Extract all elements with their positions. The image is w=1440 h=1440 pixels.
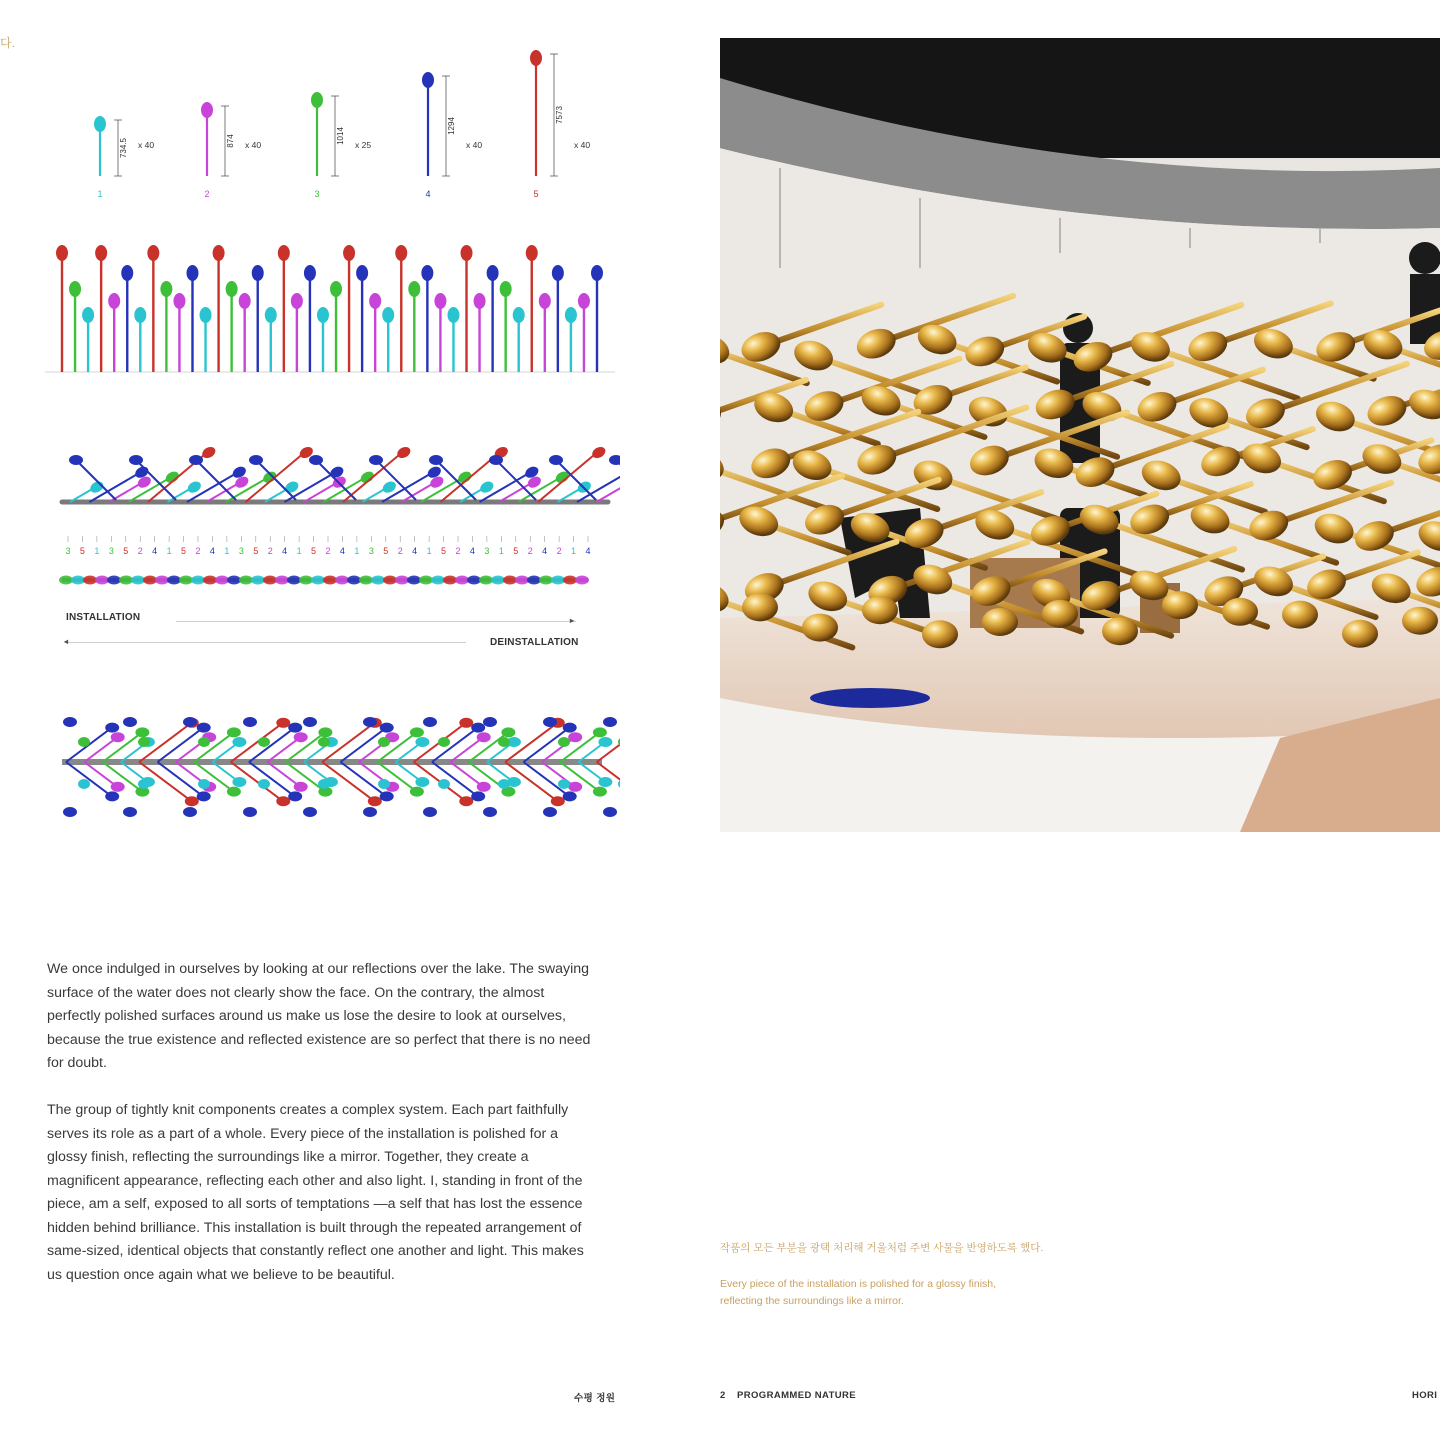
- spec-head: [201, 102, 213, 118]
- strip-head: [71, 576, 85, 585]
- sequence-label: 2: [455, 546, 461, 556]
- dense-head: [368, 796, 382, 806]
- dense-head: [227, 727, 241, 737]
- dense-head: [593, 787, 607, 797]
- strip-head: [347, 576, 361, 585]
- elevation-head: [408, 281, 420, 297]
- strip-head: [179, 576, 193, 585]
- plan-rod: [402, 483, 434, 502]
- elevation-head: [69, 281, 81, 297]
- strip-head: [443, 576, 457, 585]
- arrow-right-icon: ▸: [570, 616, 575, 625]
- elevation-head: [239, 293, 251, 309]
- sequence-label: 1: [296, 546, 302, 556]
- dense-head: [63, 807, 77, 817]
- deinstallation-arrow-line: [66, 642, 466, 643]
- elevation-head: [591, 265, 603, 281]
- sequence-label: 1: [426, 546, 432, 556]
- dense-head: [288, 791, 302, 801]
- spec-number: 3: [314, 189, 320, 199]
- dense-head: [471, 723, 485, 733]
- sequence-label: 5: [253, 546, 259, 556]
- strip-head: [59, 576, 73, 585]
- dense-head: [111, 732, 125, 742]
- strip-head: [275, 576, 289, 585]
- dense-head: [318, 737, 330, 747]
- dense-head: [123, 807, 137, 817]
- dense-head: [197, 723, 211, 733]
- gold-head: [1222, 598, 1258, 626]
- dense-head: [138, 779, 150, 789]
- strip-head: [491, 576, 505, 585]
- dense-head: [111, 782, 125, 792]
- strip-head: [383, 576, 397, 585]
- dense-head: [498, 737, 510, 747]
- dense-head: [276, 718, 290, 728]
- strip-head: [227, 576, 241, 585]
- dense-head: [558, 779, 570, 789]
- plan-head: [186, 479, 203, 495]
- gold-head: [862, 596, 898, 624]
- elevation-head: [474, 293, 486, 309]
- elevation-head: [200, 307, 212, 323]
- footer-page-number: 2: [720, 1390, 726, 1401]
- strip-head: [155, 576, 169, 585]
- spec-head: [94, 116, 106, 132]
- elevation-head: [421, 265, 433, 281]
- arrow-left-icon: ◂: [64, 637, 69, 646]
- sequence-label: 2: [527, 546, 533, 556]
- spec-item-2: [201, 102, 261, 199]
- dense-rod: [249, 762, 292, 794]
- dense-head: [423, 717, 437, 727]
- dense-head: [276, 796, 290, 806]
- dense-head: [198, 737, 210, 747]
- dense-head: [598, 777, 612, 787]
- plan-head: [381, 479, 398, 495]
- dense-head: [78, 737, 90, 747]
- plan-rod: [304, 483, 336, 502]
- dense-head: [498, 779, 510, 789]
- sequence-label: 4: [542, 546, 548, 556]
- elevation-head: [252, 265, 264, 281]
- gold-head: [1402, 607, 1438, 635]
- sequence-label: 4: [585, 546, 591, 556]
- dense-head: [294, 732, 308, 742]
- gold-head: [802, 614, 838, 642]
- sequence-label: 1: [224, 546, 230, 556]
- elevation-head: [539, 293, 551, 309]
- dense-head: [593, 727, 607, 737]
- sequence-label: 2: [556, 546, 562, 556]
- gold-head: [742, 593, 778, 621]
- elevation-diagram: [40, 230, 620, 380]
- corner-mark: 다.: [0, 36, 15, 50]
- dense-head: [477, 782, 491, 792]
- strip-head: [251, 576, 265, 585]
- spec-dimension-label: 1014: [336, 127, 345, 145]
- dense-head: [618, 779, 620, 789]
- strip-head: [539, 576, 553, 585]
- elevation-head: [95, 245, 107, 261]
- dense-head: [438, 737, 450, 747]
- dense-head: [185, 796, 199, 806]
- dense-rod: [524, 762, 567, 794]
- strip-head: [335, 576, 349, 585]
- dense-head: [303, 807, 317, 817]
- spec-head: [311, 92, 323, 108]
- dense-head: [258, 737, 270, 747]
- dense-head: [558, 737, 570, 747]
- dense-head: [603, 717, 617, 727]
- elevation-head: [291, 293, 303, 309]
- dense-head: [363, 717, 377, 727]
- spec-head: [422, 72, 434, 88]
- plan-head: [590, 445, 607, 461]
- strip-head: [575, 576, 589, 585]
- sequence-label: 3: [108, 546, 114, 556]
- spec-multiplier: x 40: [574, 140, 591, 150]
- sequence-label: 3: [65, 546, 71, 556]
- strip-diagram: [40, 560, 620, 600]
- dense-head: [380, 791, 394, 801]
- spec-dimension-label: 734.5: [119, 137, 128, 159]
- dense-rod: [432, 730, 475, 762]
- elevation-head: [356, 265, 368, 281]
- installation-photo-illustration: [720, 38, 1440, 832]
- elevation-head: [134, 307, 146, 323]
- elevation-head: [265, 307, 277, 323]
- plan-rod: [538, 454, 596, 502]
- sequence-label: 1: [571, 546, 577, 556]
- elevation-head: [369, 293, 381, 309]
- dense-head: [63, 717, 77, 727]
- strip-head: [215, 576, 229, 585]
- dense-rod: [341, 730, 384, 762]
- strip-head: [515, 576, 529, 585]
- strip-head: [419, 576, 433, 585]
- sequence-label: 3: [368, 546, 374, 556]
- gold-head: [922, 620, 958, 648]
- dense-head: [543, 807, 557, 817]
- dense-head: [243, 717, 257, 727]
- elevation-head: [304, 265, 316, 281]
- elevation-head: [552, 265, 564, 281]
- dense-rod: [450, 762, 480, 785]
- spec-number: 1: [97, 189, 103, 199]
- dense-rod: [158, 762, 201, 794]
- spec-head: [530, 50, 542, 66]
- dense-head: [483, 807, 497, 817]
- dense-head: [477, 732, 491, 742]
- sequence-label: 2: [195, 546, 201, 556]
- footer-left-title: 수평 정원: [574, 1393, 616, 1404]
- dense-head: [232, 737, 246, 747]
- caption-english-line-1: Every piece of the installation is polished for a glossy finish,: [720, 1278, 997, 1290]
- spec-dimension-label: 874: [226, 134, 235, 148]
- sequence-label: 5: [311, 546, 317, 556]
- elevation-head: [56, 245, 68, 261]
- installation-arrows: [40, 612, 620, 662]
- strip-head: [395, 576, 409, 585]
- strip-head: [167, 576, 181, 585]
- elevation-head: [186, 265, 198, 281]
- gold-head: [1042, 600, 1078, 628]
- dense-head: [563, 723, 577, 733]
- dense-head: [459, 718, 473, 728]
- caption-english-line-2: reflecting the surroundings like a mirror.: [720, 1295, 904, 1307]
- plan-rod: [597, 483, 621, 502]
- dense-head: [423, 807, 437, 817]
- sequence-label: 4: [282, 546, 288, 556]
- dense-head: [563, 791, 577, 801]
- dense-head: [135, 727, 149, 737]
- dense-head: [78, 779, 90, 789]
- installation-photo: [720, 38, 1440, 832]
- dense-head: [138, 737, 150, 747]
- strip-head: [263, 576, 277, 585]
- sequence-label: 5: [123, 546, 129, 556]
- strip-head: [131, 576, 145, 585]
- assembled-diagram: [40, 680, 620, 840]
- caption-korean: 작품의 모든 부분을 광택 처리해 거울처럼 주변 사물을 반영하도록 했다.: [720, 1242, 1044, 1254]
- spec-item-1: [94, 116, 154, 199]
- sequence-label: 3: [238, 546, 244, 556]
- dense-head: [183, 717, 197, 727]
- elevation-head: [82, 307, 94, 323]
- spec-item-5: [530, 50, 590, 199]
- sequence-label: 2: [325, 546, 331, 556]
- body-paragraph-2: The group of tightly knit components creates a complex system. Each part faithfully serves its role as a part of a whole. Every piece of the installation is polished for a glossy finish, reflecting the surroundings like a mirror. Together, they create a magnificent appearance, reflecting each other and also light. I, standing in front of the piece, am a self, exposed to all sorts of temptations —a self that has lost the essence hidden behind brilliance. This installation is built through the repeated arrangement of same-sized, identical objects that constantly reflect one another and light. This makes us question once again what we believe to be beautiful.: [47, 1102, 584, 1283]
- strip-head: [239, 576, 253, 585]
- dense-head: [258, 779, 270, 789]
- plan-diagram: [40, 420, 620, 520]
- elevation-head: [434, 293, 446, 309]
- sequence-label: 4: [152, 546, 158, 556]
- gold-head: [1282, 601, 1318, 629]
- strip-head: [323, 576, 337, 585]
- dense-head: [197, 791, 211, 801]
- spec-number: 5: [533, 189, 539, 199]
- dense-head: [603, 807, 617, 817]
- elevation-head: [526, 245, 538, 261]
- elevation-head: [513, 307, 525, 323]
- strip-head: [479, 576, 493, 585]
- dense-head: [415, 737, 429, 747]
- strip-head: [83, 576, 97, 585]
- dense-head: [459, 796, 473, 806]
- elevation-head: [395, 245, 407, 261]
- dense-head: [232, 777, 246, 787]
- dense-head: [303, 717, 317, 727]
- elevation-head: [317, 307, 329, 323]
- dense-rod: [432, 762, 475, 794]
- dense-rod: [249, 730, 292, 762]
- dense-rod: [267, 739, 297, 762]
- elevation-head: [500, 281, 512, 297]
- gold-head: [1342, 620, 1378, 648]
- elevation-head: [487, 265, 499, 281]
- sequence-label: 1: [498, 546, 504, 556]
- footer-right-title: HORI: [1412, 1390, 1438, 1401]
- strip-head: [119, 576, 133, 585]
- strip-head: [563, 576, 577, 585]
- strip-head: [95, 576, 109, 585]
- elevation-head: [213, 245, 225, 261]
- dense-head: [415, 777, 429, 787]
- elevation-head: [160, 281, 172, 297]
- strip-head: [359, 576, 373, 585]
- dense-head: [363, 807, 377, 817]
- dense-head: [378, 737, 390, 747]
- dense-rod: [158, 730, 201, 762]
- plan-head: [200, 445, 217, 461]
- elevation-head: [447, 307, 459, 323]
- gold-head: [1162, 591, 1198, 619]
- strip-head: [311, 576, 325, 585]
- body-paragraph-1: We once indulged in ourselves by looking at our reflections over the lake. The swaying surface of the water does not clearly show the face. On the contrary, the almost perfectly polished surfaces around us make us lose the desire to look at ourselves, because the true existence and reflected existence are so perfect that there is no need for doubt.: [47, 961, 591, 1071]
- strip-head: [431, 576, 445, 585]
- strip-head: [551, 576, 565, 585]
- dense-head: [543, 717, 557, 727]
- plan-rod: [499, 483, 531, 502]
- caption-english: [720, 1276, 1060, 1310]
- dense-head: [105, 723, 119, 733]
- strip-head: [143, 576, 157, 585]
- strip-head: [503, 576, 517, 585]
- spec-item-4: [422, 72, 482, 199]
- sequence-label: 5: [441, 546, 447, 556]
- elevation-head: [226, 281, 238, 297]
- dense-head: [294, 782, 308, 792]
- sequence-label: 1: [166, 546, 172, 556]
- dense-head: [598, 737, 612, 747]
- elevation-head: [565, 307, 577, 323]
- strip-head: [299, 576, 313, 585]
- dense-head: [438, 779, 450, 789]
- sequence-label: 1: [354, 546, 360, 556]
- sequence-label: 2: [137, 546, 143, 556]
- dense-head: [471, 791, 485, 801]
- gold-head: [1102, 617, 1138, 645]
- elevation-head: [278, 245, 290, 261]
- sequence-label: 5: [79, 546, 85, 556]
- dense-head: [183, 807, 197, 817]
- dense-head: [551, 796, 565, 806]
- sequence-labels: [40, 530, 620, 560]
- sequence-label: 4: [469, 546, 475, 556]
- elevation-head: [382, 307, 394, 323]
- dense-rod: [267, 762, 297, 785]
- sequence-label: 1: [94, 546, 100, 556]
- spec-number: 2: [204, 189, 210, 199]
- deinstallation-label: DEINSTALLATION: [490, 637, 579, 648]
- elevation-head: [343, 245, 355, 261]
- elevation-head: [147, 245, 159, 261]
- dense-head: [410, 787, 424, 797]
- spec-item-3: [311, 92, 371, 199]
- spec-multiplier: x 25: [355, 140, 372, 150]
- dense-rod: [450, 739, 480, 762]
- component-spec-diagram: [40, 40, 640, 210]
- dense-head: [243, 807, 257, 817]
- dense-head: [380, 723, 394, 733]
- spec-dimension-label: 7573: [555, 106, 564, 124]
- dense-head: [288, 723, 302, 733]
- dense-head: [227, 787, 241, 797]
- spec-number: 4: [425, 189, 431, 199]
- strip-head: [191, 576, 205, 585]
- installation-label: INSTALLATION: [66, 612, 141, 623]
- sequence-label: 2: [267, 546, 273, 556]
- dense-head: [123, 717, 137, 727]
- elevation-head: [461, 245, 473, 261]
- dense-head: [318, 727, 332, 737]
- sequence-label: 5: [383, 546, 389, 556]
- spec-multiplier: x 40: [245, 140, 262, 150]
- dense-head: [410, 727, 424, 737]
- strip-head: [371, 576, 385, 585]
- sequence-label: 5: [513, 546, 519, 556]
- sequence-label: 3: [484, 546, 490, 556]
- dense-rod: [66, 762, 109, 794]
- body-text: [47, 958, 592, 1311]
- sequence-label: 4: [209, 546, 215, 556]
- dense-head: [501, 727, 515, 737]
- elevation-head: [108, 293, 120, 309]
- dense-head: [318, 779, 330, 789]
- dense-head: [568, 732, 582, 742]
- plan-head: [478, 479, 495, 495]
- elevation-head: [578, 293, 590, 309]
- elevation-head: [330, 281, 342, 297]
- footer-section-title: PROGRAMMED NATURE: [737, 1390, 857, 1401]
- strip-head: [287, 576, 301, 585]
- sequence-label: 4: [412, 546, 418, 556]
- spec-dimension-label: 1294: [447, 117, 456, 135]
- dense-head: [105, 791, 119, 801]
- sequence-label: 4: [339, 546, 345, 556]
- dense-head: [198, 779, 210, 789]
- dense-head: [568, 782, 582, 792]
- spec-multiplier: x 40: [138, 140, 155, 150]
- elevation-head: [173, 293, 185, 309]
- strip-head: [527, 576, 541, 585]
- sequence-label: 2: [397, 546, 403, 556]
- dense-rod: [341, 762, 384, 794]
- strip-head: [455, 576, 469, 585]
- dense-head: [483, 717, 497, 727]
- plan-head: [283, 479, 300, 495]
- dense-head: [378, 779, 390, 789]
- strip-head: [203, 576, 217, 585]
- plan-head: [395, 445, 412, 461]
- strip-head: [467, 576, 481, 585]
- sequence-label: 5: [181, 546, 187, 556]
- strip-head: [107, 576, 121, 585]
- gold-head: [982, 608, 1018, 636]
- strip-head: [407, 576, 421, 585]
- elevation-head: [121, 265, 133, 281]
- installation-arrow-line: [176, 621, 576, 622]
- spec-multiplier: x 40: [466, 140, 483, 150]
